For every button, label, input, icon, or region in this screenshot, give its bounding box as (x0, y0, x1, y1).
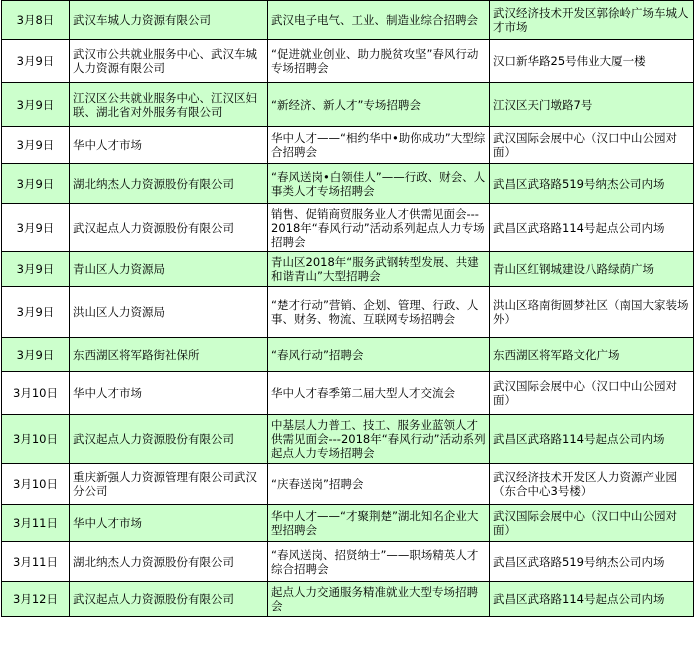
date-cell: 3月8日 (2, 1, 70, 40)
date-cell: 3月9日 (2, 338, 70, 372)
venue-cell: 武汉经济技术开发区人力资源产业园（东合中心3号楼） (490, 464, 694, 505)
organizer-cell: 华中人才市场 (70, 372, 268, 415)
date-cell: 3月12日 (2, 582, 70, 617)
table-row (2, 1, 694, 40)
date-cell: 3月9日 (2, 164, 70, 204)
organizer-cell: 江汉区公共就业服务中心、江汉区妇联、湖北省对外服务有限公司 (70, 83, 268, 127)
venue-cell: 武汉国际会展中心（汉口中山公园对面） (490, 505, 694, 542)
event-name-cell: “新经济、新人才”专场招聘会 (268, 83, 490, 127)
table-row (2, 505, 694, 542)
venue-cell: 武汉国际会展中心（汉口中山公园对面） (490, 372, 694, 415)
event-name-cell: 华中人才——“相约华中•助你成功”大型综合招聘会 (268, 127, 490, 164)
venue-cell: 武昌区武珞路114号起点公司内场 (490, 204, 694, 252)
table-row (2, 372, 694, 415)
table-row (2, 287, 694, 338)
table-row (2, 40, 694, 83)
venue-cell: 武汉国际会展中心（汉口中山公园对面） (490, 127, 694, 164)
venue-cell: 武汉经济技术开发区郭徐岭广场车城人才市场 (490, 1, 694, 40)
event-name-cell: 中基层人力普工、技工、服务业蓝领人才供需见面会---2018年“春风行动”活动系列起点人力专场招聘会 (268, 415, 490, 464)
venue-cell: 东西湖区将军路文化广场 (490, 338, 694, 372)
event-name-cell: “春风行动”招聘会 (268, 338, 490, 372)
date-cell: 3月9日 (2, 287, 70, 338)
event-name-cell: “春风送岗•白领佳人”——行政、财会、人事类人才专场招聘会 (268, 164, 490, 204)
organizer-cell: 武汉市公共就业服务中心、武汉车城人力资源有限公司 (70, 40, 268, 83)
venue-cell: 汉口新华路25号伟业大厦一楼 (490, 40, 694, 83)
organizer-cell: 东西湖区将军路街社保所 (70, 338, 268, 372)
table-row (2, 127, 694, 164)
organizer-cell: 武汉起点人力资源股份有限公司 (70, 582, 268, 617)
event-name-cell: 华中人才——“才聚荆楚”湖北知名企业大型招聘会 (268, 505, 490, 542)
event-name-cell: “庆春送岗”招聘会 (268, 464, 490, 505)
organizer-cell: 华中人才市场 (70, 505, 268, 542)
organizer-cell: 重庆新强人力资源管理有限公司武汉分公司 (70, 464, 268, 505)
venue-cell: 武昌区武珞路114号起点公司内场 (490, 582, 694, 617)
table-row (2, 542, 694, 582)
venue-cell: 武昌区武珞路519号纳杰公司内场 (490, 542, 694, 582)
date-cell: 3月9日 (2, 204, 70, 252)
event-name-cell: 销售、促销商贸服务业人才供需见面会---2018年“春风行动”活动系列起点人力专场招聘会 (268, 204, 490, 252)
table-row (2, 164, 694, 204)
organizer-cell: 湖北纳杰人力资源股份有限公司 (70, 164, 268, 204)
organizer-cell: 青山区人力资源局 (70, 252, 268, 287)
organizer-cell: 武汉起点人力资源股份有限公司 (70, 415, 268, 464)
table-row (2, 204, 694, 252)
organizer-cell: 武汉起点人力资源股份有限公司 (70, 204, 268, 252)
organizer-cell: 华中人才市场 (70, 127, 268, 164)
organizer-cell: 湖北纳杰人力资源股份有限公司 (70, 542, 268, 582)
event-name-cell: 武汉电子电气、工业、制造业综合招聘会 (268, 1, 490, 40)
venue-cell: 武昌区武珞路114号起点公司内场 (490, 415, 694, 464)
table-row (2, 83, 694, 127)
venue-cell: 江汉区天门墩路7号 (490, 83, 694, 127)
table-row (2, 252, 694, 287)
venue-cell: 青山区红钢城建设八路绿荫广场 (490, 252, 694, 287)
date-cell: 3月9日 (2, 252, 70, 287)
venue-cell: 洪山区珞南街圆梦社区（南国大家装场外） (490, 287, 694, 338)
event-name-cell: “春风送岗、招贤纳士”——职场精英人才综合招聘会 (268, 542, 490, 582)
table-row (2, 464, 694, 505)
date-cell: 3月10日 (2, 415, 70, 464)
event-name-cell: 华中人才春季第二届大型人才交流会 (268, 372, 490, 415)
organizer-cell: 洪山区人力资源局 (70, 287, 268, 338)
date-cell: 3月11日 (2, 542, 70, 582)
date-cell: 3月9日 (2, 127, 70, 164)
event-name-cell: “促进就业创业、助力脱贫攻坚”春风行动专场招聘会 (268, 40, 490, 83)
date-cell: 3月11日 (2, 505, 70, 542)
event-name-cell: “楚才行动”营销、企划、管理、行政、人事、财务、物流、互联网专场招聘会 (268, 287, 490, 338)
organizer-cell: 武汉车城人力资源有限公司 (70, 1, 268, 40)
venue-cell: 武昌区武珞路519号纳杰公司内场 (490, 164, 694, 204)
table-row (2, 415, 694, 464)
table-row (2, 582, 694, 617)
date-cell: 3月10日 (2, 464, 70, 505)
event-name-cell: 起点人力交通服务精准就业大型专场招聘会 (268, 582, 490, 617)
job-fair-table (1, 0, 694, 617)
date-cell: 3月10日 (2, 372, 70, 415)
event-name-cell: 青山区2018年“服务武钢转型发展、共建和谐青山”大型招聘会 (268, 252, 490, 287)
job-fair-table-body (2, 1, 694, 617)
date-cell: 3月9日 (2, 40, 70, 83)
table-row (2, 338, 694, 372)
date-cell: 3月9日 (2, 83, 70, 127)
